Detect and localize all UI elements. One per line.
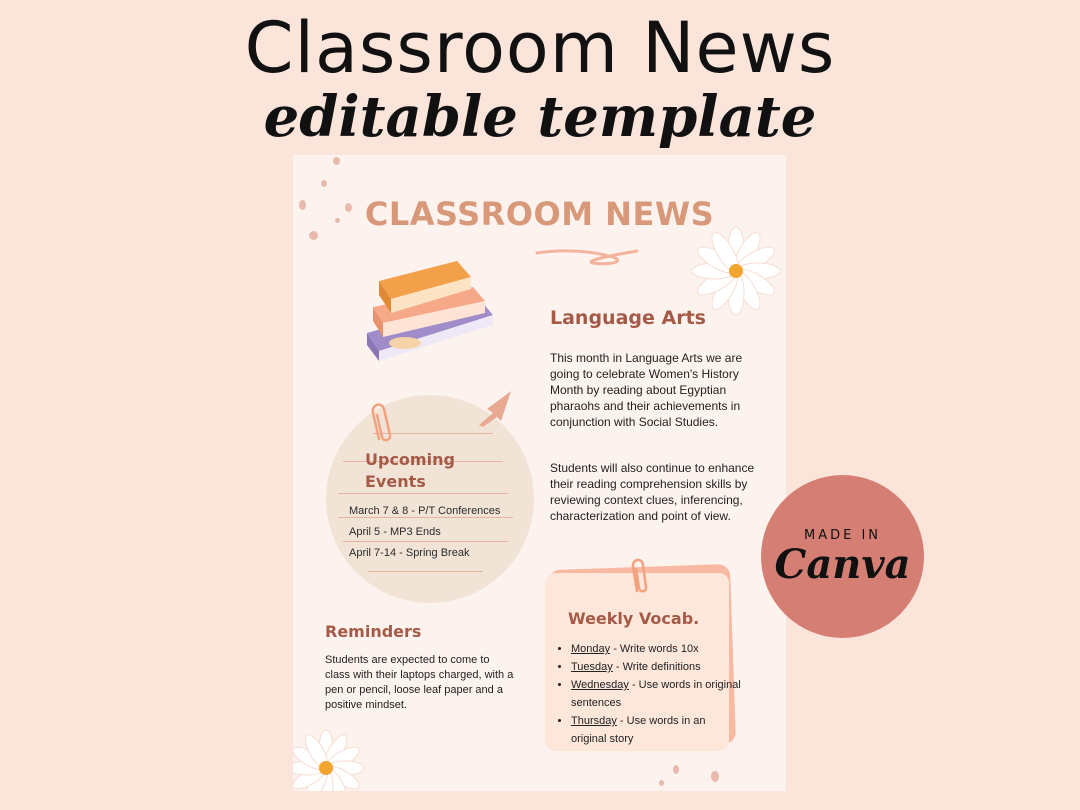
reminders-text: Students are expected to come to class with their laptops charged, with a pen or pencil, loose leaf paper and a positive mindset. <box>325 654 514 711</box>
vocab-day: Thursday <box>571 715 617 727</box>
newsletter-title: CLASSROOM NEWS <box>364 195 715 233</box>
newsletter-sheet <box>293 155 786 791</box>
decor-dot <box>321 180 327 187</box>
event-item: April 5 - MP3 Ends <box>349 526 441 538</box>
note-line <box>338 493 508 494</box>
vocab-task: - Write definitions <box>612 661 701 673</box>
decor-dot <box>333 157 340 165</box>
daisy-flower-icon <box>293 725 369 791</box>
daisy-flower-icon <box>688 223 784 319</box>
language-arts-heading: Language Arts <box>550 307 706 329</box>
weekly-vocab-list <box>563 640 741 748</box>
vocab-day: Wednesday <box>571 679 629 691</box>
events-heading-line1: Upcoming <box>365 450 455 469</box>
vocab-task: - Use words in an original story <box>571 715 706 745</box>
weekly-vocab-heading: Weekly Vocab. <box>568 609 700 628</box>
hero-title: Classroom News <box>244 7 836 89</box>
paperclip-icon <box>369 399 401 445</box>
events-heading-line2: Events <box>365 472 426 491</box>
made-in-canva-badge <box>761 475 924 638</box>
list-item <box>571 676 741 712</box>
reminders-heading: Reminders <box>325 622 422 641</box>
event-item: April 7-14 - Spring Break <box>349 547 470 559</box>
list-item <box>571 712 741 748</box>
badge-logo-text: Canva <box>774 541 911 588</box>
squiggle-divider <box>533 245 643 275</box>
arrow-icon <box>473 387 515 429</box>
paperclip-icon <box>629 555 653 595</box>
list-item <box>571 640 741 658</box>
language-arts-paragraph-1: This month in Language Arts we are going to celebrate Women's History Month by reading about Egyptian pharaohs and their achievements in conjunction with Social Studies. <box>550 351 743 429</box>
events-heading <box>365 449 455 493</box>
note-line <box>368 571 483 572</box>
vocab-task: - Write words 10x <box>610 643 699 655</box>
event-item: March 7 & 8 - P/T Conferences <box>349 505 501 517</box>
vocab-day: Monday <box>571 643 611 655</box>
book-stack-icon <box>361 255 496 370</box>
vocab-task: - Use words in original sentences <box>571 679 741 709</box>
decor-dot <box>673 765 679 774</box>
language-arts-paragraph-2: Students will also continue to enhance their reading comprehension skills by reviewing context clues, inferencing, characterization and point of view. <box>550 461 755 523</box>
decor-dot <box>711 771 719 782</box>
badge-small-text: MADE IN <box>803 528 882 543</box>
note-line <box>343 541 508 542</box>
list-item <box>571 658 741 676</box>
hero-subtitle: editable template <box>263 84 817 150</box>
vocab-day: Tuesday <box>571 661 613 673</box>
decor-dot <box>659 780 664 786</box>
